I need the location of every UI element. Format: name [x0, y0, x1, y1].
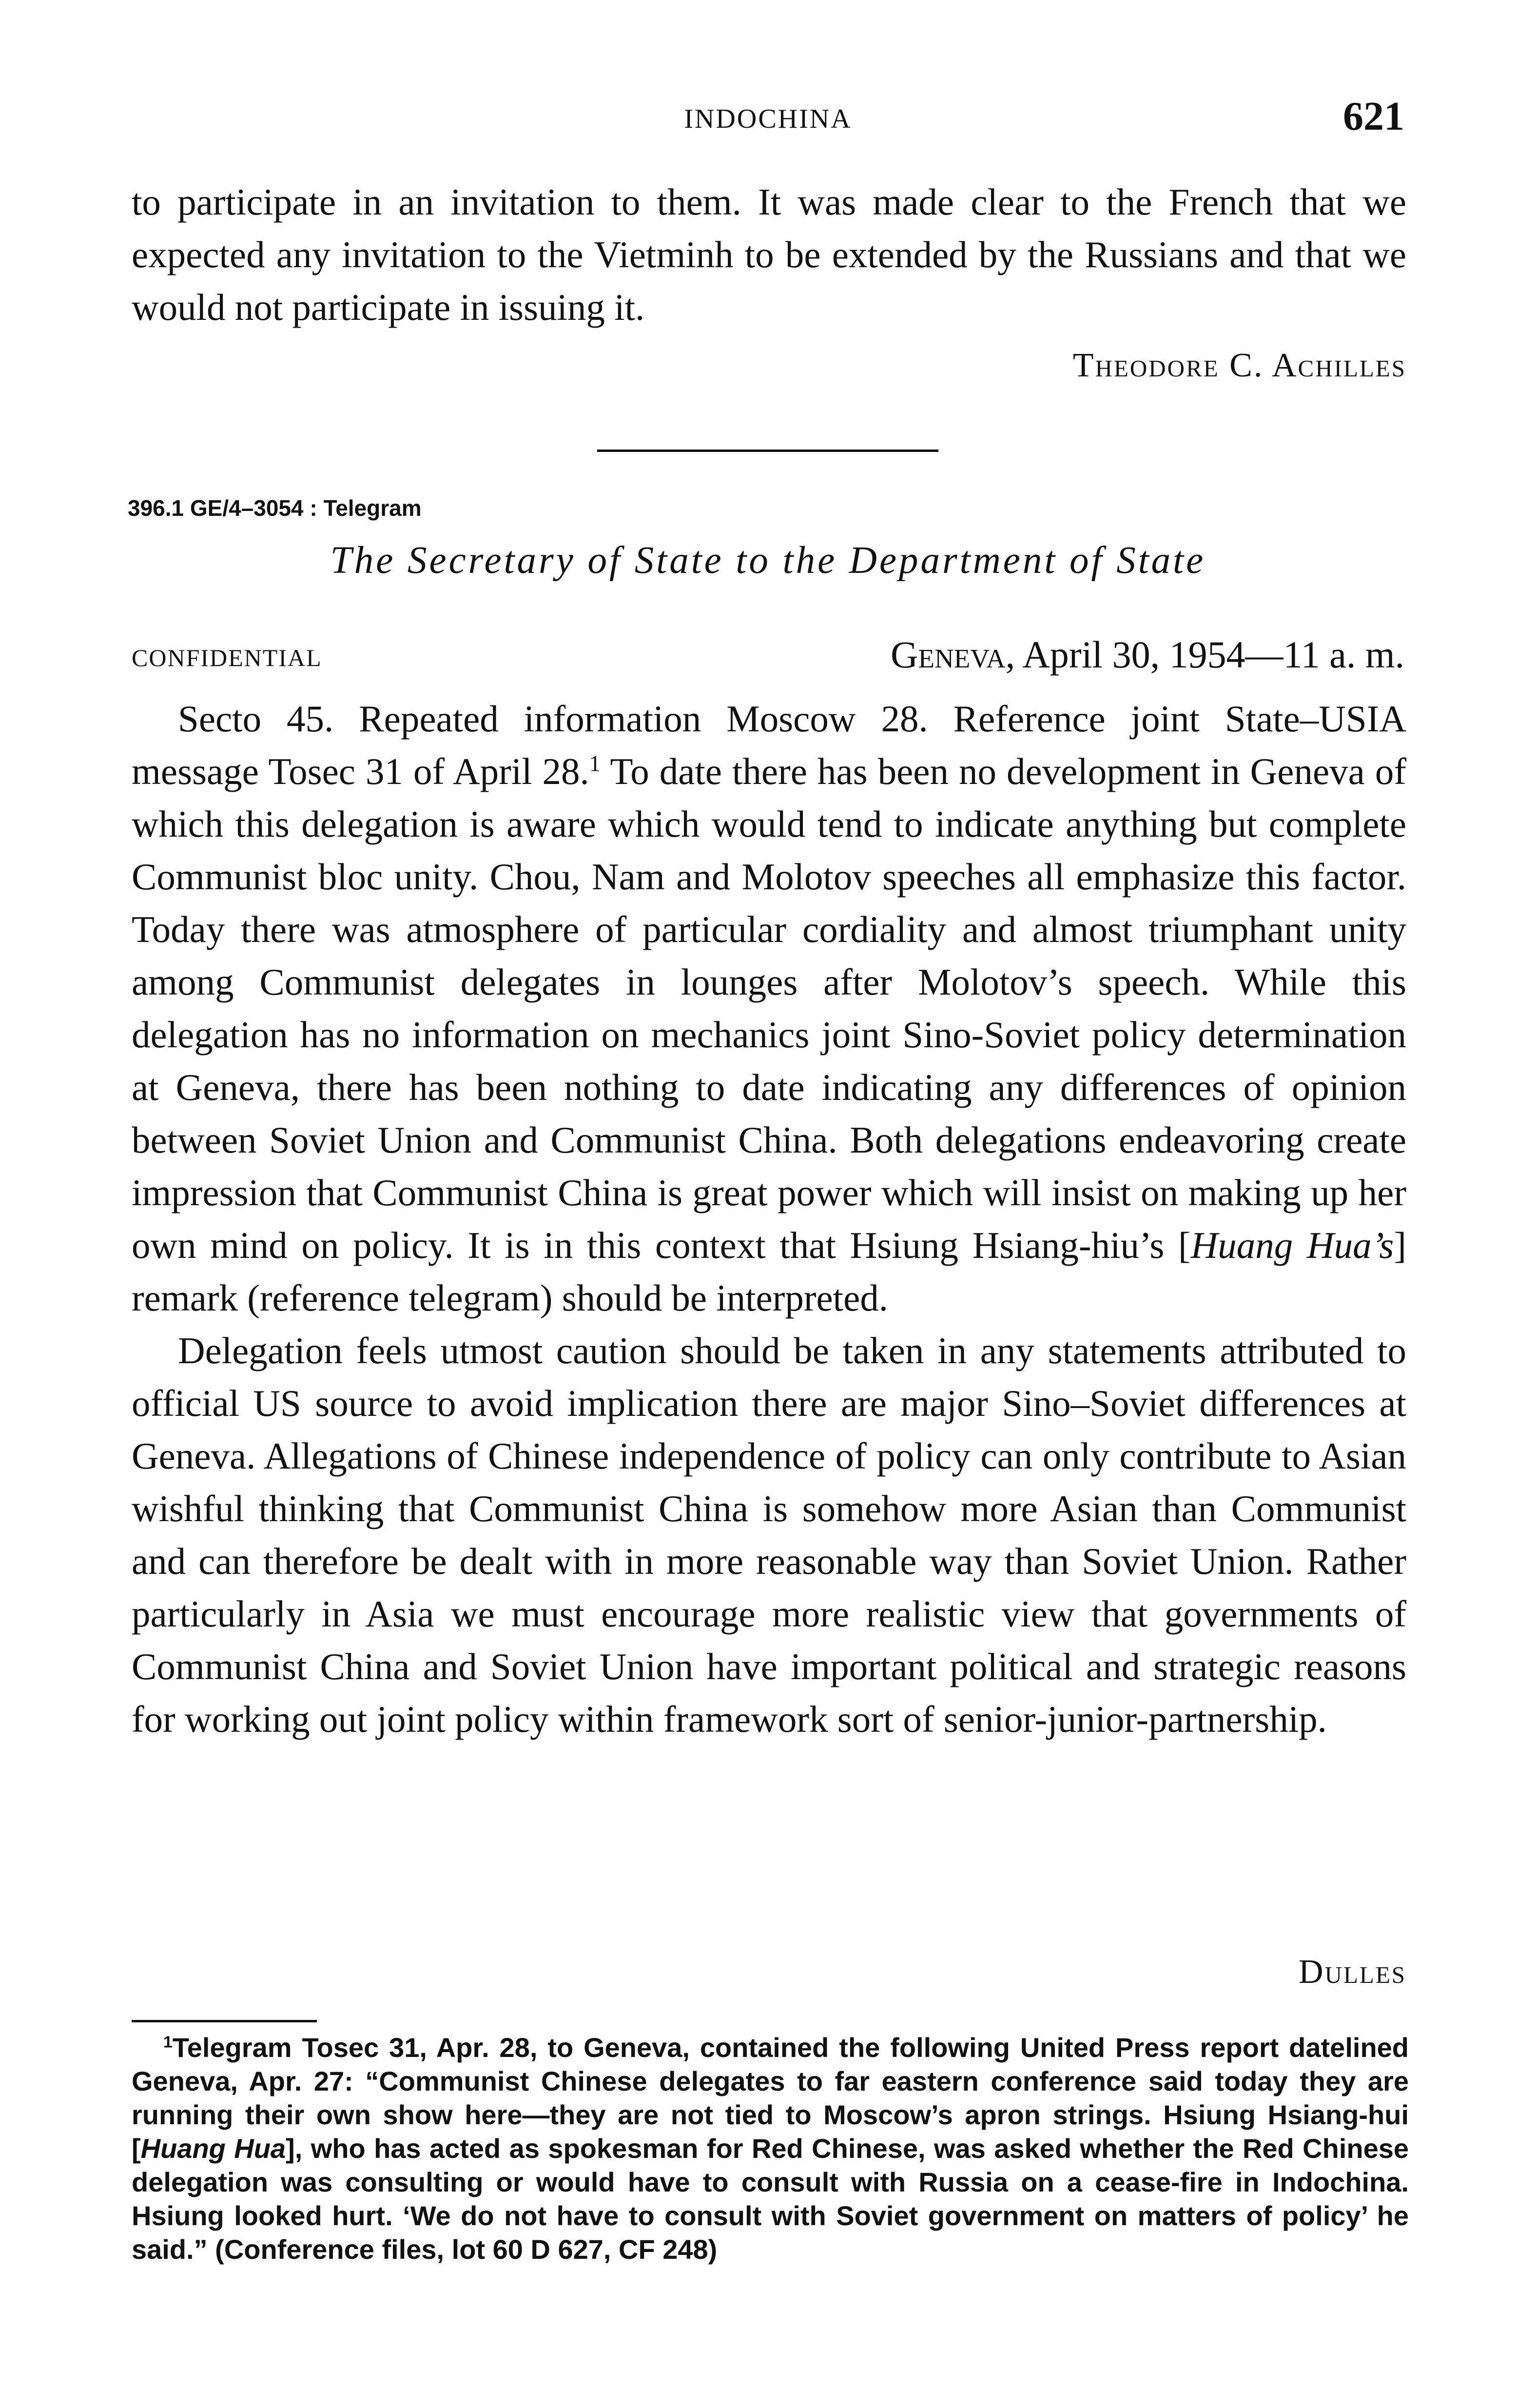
- footnote-editorial-name: Huang Hua: [140, 2133, 286, 2164]
- footnote-text-part-1: Telegram Tosec 31, Apr. 28, to Geneva, contained the following United Press report datelined Geneva, Apr. 27: “Communist Chinese delegates to far eastern conference said today they are running their own show here—they are not tied to Moscow’s apron strings. Hsiung Hsiang-hui [: [132, 2032, 1409, 2164]
- document-separator-rule: [597, 450, 938, 452]
- running-head: [0, 93, 1536, 146]
- paragraph-1-middle: To date there has been no development in Geneva of which this delegation is aware which would tend to indicate anything but complete Communist bloc unity. Chou, Nam and Molotov speeches all emphasize this factor. Today there was atmosphere of particular cordiality and almost triumphant unity among Communist delegates in lounges after Molotov’s speech. While this delegation has no information on mechanics joint Sino-Soviet policy determination at Geneva, there has been nothing to date indicating any differences of opinion between Soviet Union and Communist China. Both delegations endeavoring create impression that Communist China is great power which will insist on making up her own mind on policy. It is in this context that Hsiung Hsiang-hiu’s [: [132, 750, 1406, 1266]
- paragraph-1-opening: Secto 45. Repeated information Moscow 28. Reference joint State–USIA message Tosec 31 of April 28.: [132, 698, 1406, 792]
- classification-label: CONFIDENTIAL: [132, 644, 322, 671]
- signature-dulles: Dulles: [1299, 1953, 1406, 1991]
- signature-achilles: Theodore C. Achilles: [1072, 347, 1406, 384]
- footnote-marker: 1: [163, 2033, 173, 2052]
- previous-document-text: [132, 176, 1406, 333]
- footnote-text-part-2: ], who has acted as spokesman for Red Chinese, was asked whether the Red Chinese delegation was consulting or would have to consult with Russia on a cease-fire in Indochina. Hsiung looked hurt. ‘We do not have to consult with Soviet government on matters of policy’ he said.” (Conference files, lot 60 D 627, CF 248): [132, 2133, 1409, 2265]
- footnote-reference[interactable]: 1: [589, 751, 601, 776]
- page-number: 621: [1343, 94, 1404, 139]
- closing-paragraph: to participate in an invitation to them. It was made clear to the French that we expected any invitation to the Vietminh to be extended by the Russians and that we would not participate in issuing it.: [132, 181, 1406, 328]
- running-title: INDOCHINA: [684, 104, 852, 134]
- dateline: [891, 633, 1404, 677]
- dateline-date: , April 30, 1954—11 a. m.: [1005, 633, 1404, 676]
- body-paragraph-2: Delegation feels utmost caution should be taken in any statements attributed to official US source to avoid implication there are major Sino–Soviet differences at Geneva. Allegations of Chinese independence of policy can only contribute to Asian wishful thinking that Communist China is somehow more Asian than Communist and can therefore be dealt with in more reasonable way than Soviet Union. Rather particularly in Asia we must encourage more realistic view that governments of Communist China and Soviet Union have important political and strategic reasons for working out joint policy within framework sort of senior-junior-partnership.: [132, 1330, 1406, 1740]
- document-title: The Secretary of State to the Department of State: [330, 539, 1206, 582]
- file-reference: 396.1 GE/4–3054 : Telegram: [128, 495, 422, 521]
- body-paragraph-1: [132, 692, 1406, 1324]
- footnote-rule: [132, 2020, 317, 2022]
- telegram-body: [132, 692, 1406, 1745]
- dateline-city: Geneva: [891, 633, 1006, 676]
- paragraph-1-editorial-name: Huang Hua’s: [1190, 1224, 1394, 1266]
- paragraph-1-closing: ] remark (reference telegram) should be interpreted.: [132, 1224, 1406, 1319]
- footnote: [132, 2031, 1409, 2266]
